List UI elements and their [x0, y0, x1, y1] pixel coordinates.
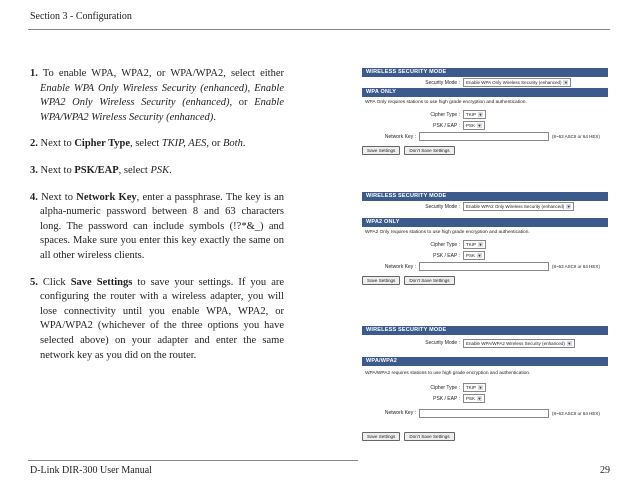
security-mode-value: Enable WPA Only Wireless Security (enhanced) — [466, 80, 562, 85]
instructions — [30, 67, 284, 375]
network-key-row — [362, 404, 608, 422]
network-key-input[interactable] — [419, 262, 549, 271]
security-mode-value: Enable WPA2 Only Wireless Security (enhanced) — [466, 204, 565, 209]
chevron-down-icon: ▼ — [563, 80, 568, 85]
step-bold: Network Key — [76, 191, 137, 203]
chevron-down-icon: ▼ — [478, 242, 483, 247]
security-mode-label: Security Mode : — [425, 79, 460, 86]
chevron-down-icon: ▼ — [478, 112, 483, 117]
step-number: 1. — [30, 68, 38, 79]
chevron-down-icon: ▼ — [478, 385, 483, 390]
security-mode-select[interactable] — [463, 339, 575, 348]
network-key-input[interactable] — [419, 409, 549, 418]
dont-save-settings-button[interactable]: Don't Save Settings — [404, 432, 454, 441]
cipher-label: Cipher Type : — [430, 111, 460, 118]
network-key-input[interactable] — [419, 132, 549, 141]
step-italic: PSK — [150, 164, 170, 176]
chevron-down-icon: ▼ — [477, 253, 482, 258]
section-header: Section 3 - Configuration — [30, 11, 132, 22]
step-number: 5. — [30, 276, 38, 288]
step-bold: PSK/EAP — [74, 164, 119, 176]
security-mode-select[interactable] — [463, 78, 571, 87]
security-mode-row — [362, 201, 608, 212]
step-text: Next to — [41, 191, 77, 203]
step-text: . — [169, 164, 172, 176]
description: WPA/WPA2 requires stations to use high grade encryption and authentication. — [365, 371, 531, 376]
step-text: Next to — [40, 164, 75, 176]
security-mode-row — [362, 77, 608, 88]
cipher-select[interactable] — [463, 240, 486, 249]
footer-divider — [28, 460, 358, 461]
cipher-select[interactable] — [463, 383, 486, 392]
cipher-value: TKIP — [466, 112, 477, 117]
dont-save-settings-button[interactable]: Don't Save Settings — [404, 146, 454, 155]
cipher-value: TKIP — [466, 242, 477, 247]
wpa2-only-panel — [362, 192, 608, 285]
dont-save-settings-button[interactable]: Don't Save Settings — [404, 276, 454, 285]
cipher-value: TKIP — [466, 385, 477, 390]
step-number: 4. — [30, 191, 38, 203]
step-3 — [30, 164, 284, 179]
psk-row — [362, 120, 608, 131]
wpa-only-panel — [362, 68, 608, 155]
psk-value: PSK — [466, 253, 476, 258]
header-divider — [28, 29, 610, 30]
mode-title: WIRELESS SECURITY MODE — [362, 326, 608, 335]
network-key-row — [362, 131, 608, 142]
security-mode-select[interactable] — [463, 202, 574, 211]
step-text: , select — [118, 164, 151, 176]
psk-label: PSK / EAP : — [433, 252, 460, 259]
step-4 — [30, 191, 284, 264]
step-italic: Enable WPA Only Wireless Security (enhanced), Enable WPA2 Only Wireless Security (enhanced), — [40, 82, 284, 109]
cipher-row — [362, 382, 608, 393]
psk-value: PSK — [466, 123, 476, 128]
step-text: . — [242, 138, 246, 150]
security-mode-value: Enable WPA/WPA2 Wireless Security (enhanced) — [466, 340, 565, 346]
step-text: Next to — [40, 138, 75, 150]
security-mode-label: Security Mode : — [425, 203, 460, 210]
cipher-select[interactable] — [463, 110, 486, 119]
psk-select[interactable] — [463, 251, 485, 260]
mode-title: WIRELESS SECURITY MODE — [362, 68, 608, 77]
chevron-down-icon: ▼ — [477, 123, 482, 128]
step-5 — [30, 276, 284, 364]
step-text: To enable WPA, WPA2, or WPA/WPA2, select either — [42, 68, 285, 79]
network-key-hint: (8~63 ASCII or 64 HEX) — [552, 264, 600, 269]
step-bold: Save Settings — [70, 276, 133, 288]
network-key-label: Network Key : — [384, 410, 416, 416]
button-row — [362, 146, 608, 155]
security-mode-label: Security Mode : — [425, 340, 460, 346]
wpa-wpa2-panel — [362, 326, 608, 441]
step-italic: TKIP, AES — [161, 138, 207, 150]
psk-label: PSK / EAP : — [433, 122, 460, 129]
section-title: WPA ONLY — [362, 88, 608, 97]
psk-value: PSK — [466, 396, 476, 401]
step-italic: Enable WPA/WPA2 Wireless Security (enhanced) — [40, 97, 284, 123]
step-text: . — [213, 111, 216, 123]
step-bold: Cipher Type — [74, 138, 131, 150]
network-key-hint: (8~63 ASCII or 64 HEX) — [552, 410, 600, 416]
description: WPA2 Only requires stations to use high grade encryption and authentication. — [365, 230, 530, 235]
cipher-label: Cipher Type : — [430, 384, 460, 391]
chevron-down-icon: ▼ — [477, 396, 482, 401]
security-mode-row — [362, 335, 608, 351]
step-number: 3. — [30, 164, 38, 176]
step-text: or — [232, 97, 255, 109]
page-number: 29 — [600, 465, 610, 476]
description: WPA Only requires stations to use high grade encryption and authentication. — [365, 100, 527, 105]
network-key-label: Network Key : — [384, 133, 416, 140]
psk-row — [362, 393, 608, 404]
cipher-label: Cipher Type : — [430, 241, 460, 248]
network-key-row — [362, 261, 608, 272]
psk-row — [362, 250, 608, 261]
cipher-row — [362, 239, 608, 250]
network-key-label: Network Key : — [384, 263, 416, 270]
mode-title: WIRELESS SECURITY MODE — [362, 192, 608, 201]
step-2 — [30, 137, 284, 152]
step-text: , or — [206, 138, 224, 150]
step-text: , select — [130, 138, 162, 150]
step-text: , enter a passphrase. The key is an alpha-numeric password between 8 and 63 characters long. The password can include symbols (!?*&_) and spaces. Make sure you enter this key exactly the same on all other wireless clients. — [40, 191, 285, 261]
save-settings-button[interactable]: Save Settings — [362, 432, 400, 441]
save-settings-button[interactable]: Save Settings — [362, 146, 400, 155]
cipher-row — [362, 109, 608, 120]
psk-select[interactable] — [463, 121, 485, 130]
psk-label: PSK / EAP : — [433, 395, 460, 402]
section-title: WPA/WPA2 — [362, 357, 608, 366]
chevron-down-icon: ▼ — [567, 340, 572, 346]
chevron-down-icon: ▼ — [566, 204, 571, 209]
step-italic: Both — [223, 138, 243, 150]
manual-title: D-Link DIR-300 User Manual — [30, 465, 152, 476]
step-number: 2. — [30, 138, 38, 150]
step-text: Click — [42, 276, 71, 288]
step-1 — [30, 67, 284, 125]
psk-select[interactable] — [463, 394, 485, 403]
button-row — [362, 432, 608, 441]
network-key-hint: (8~63 ASCII or 64 HEX) — [552, 134, 600, 139]
section-title: WPA2 ONLY — [362, 218, 608, 227]
button-row — [362, 276, 608, 285]
save-settings-button[interactable]: Save Settings — [362, 276, 400, 285]
step-text: to save your settings. If you are configuring the router with a wireless adapter, you will lose connectivity until you enable WPA, WPA2, or WPA/WPA2 (whichever of the three options you have selected above) on your adapter and enter the same network key as you did on the router. — [40, 276, 285, 361]
